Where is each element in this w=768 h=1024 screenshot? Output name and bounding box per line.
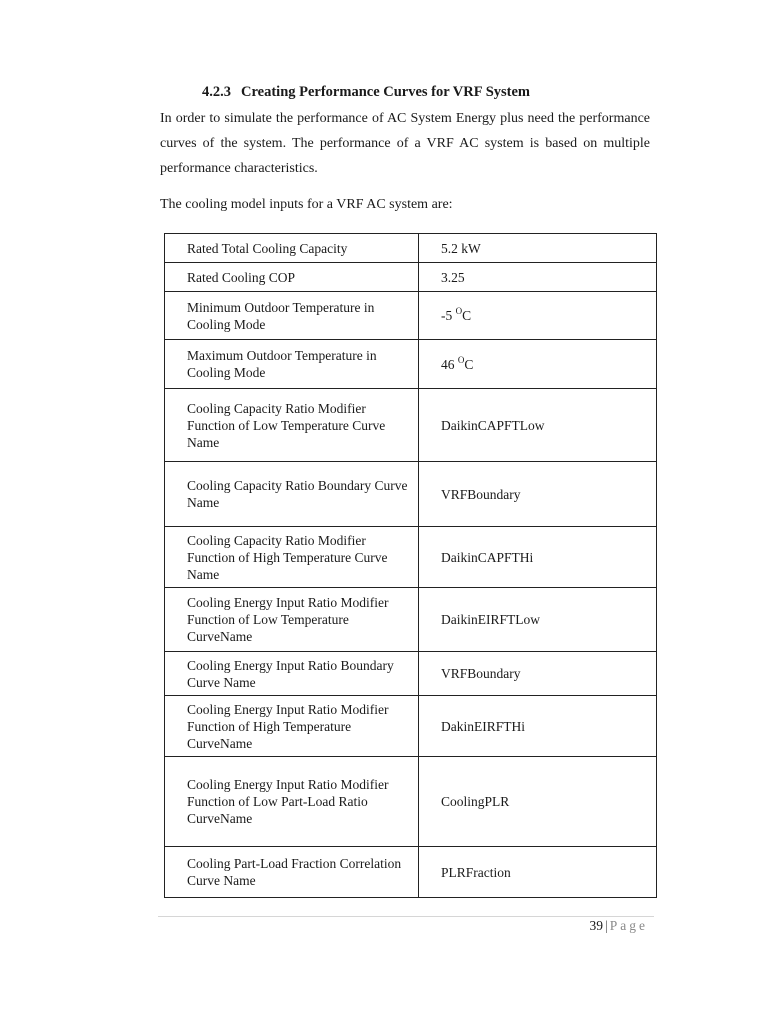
row-value: VRFBoundary [419,462,657,527]
page-label: Page [609,918,648,933]
row-label: Maximum Outdoor Temperature in Cooling Mode [165,340,419,389]
table-row [165,847,657,898]
row-value: PLRFraction [419,847,657,898]
table-row [165,340,657,389]
table-row [165,462,657,527]
row-label: Cooling Part-Load Fraction Correlation Curve Name [165,847,419,898]
row-value: DaikinCAPFTLow [419,389,657,462]
cooling-inputs-table [164,233,657,898]
section-title: Creating Performance Curves for VRF System [241,84,530,100]
degree-superscript: O [455,306,463,316]
row-label: Rated Total Cooling Capacity [165,234,419,263]
value-unit: C [464,356,474,372]
page-number: 39 [589,918,604,933]
row-value: DakinEIRFTHi [419,696,657,757]
table-row [165,263,657,292]
table-intro: The cooling model inputs for a VRF AC system are: [160,197,453,212]
footer-separator: | [605,918,608,933]
row-value: VRFBoundary [419,652,657,696]
value-unit: C [462,308,472,323]
table-row [165,389,657,462]
value-number: -5 [441,308,453,323]
table-row [165,292,657,340]
table-row [165,527,657,588]
table-row [165,696,657,757]
row-value [419,340,657,389]
row-label: Cooling Energy Input Ratio Modifier Function of Low Temperature CurveName [165,588,419,652]
intro-line: In order to simulate the performance of AC System Energy plus need the performance [160,111,650,126]
row-label: Cooling Energy Input Ratio Boundary Curve Name [165,652,419,696]
row-label: Cooling Capacity Ratio Modifier Function of High Temperature Curve Name [165,527,419,588]
footer-divider [158,916,654,917]
table-row [165,234,657,263]
row-value: 3.25 [419,263,657,292]
intro-paragraph [160,106,650,181]
row-label: Cooling Capacity Ratio Modifier Function of Low Temperature Curve Name [165,389,419,462]
intro-line: curves of the system. The performance of a VRF AC system is based on multiple [160,136,650,151]
degree-superscript: O [457,354,465,365]
section-number: 4.2.3 [202,84,231,100]
intro-line: performance characteristics. [160,161,318,176]
table-row [165,588,657,652]
row-label: Cooling Capacity Ratio Boundary Curve Name [165,462,419,527]
row-value: 5.2 kW [419,234,657,263]
row-value: DaikinCAPFTHi [419,527,657,588]
row-value: DaikinEIRFTLow [419,588,657,652]
table-row [165,757,657,847]
row-label: Minimum Outdoor Temperature in Cooling Mode [165,292,419,340]
value-number: 46 [441,356,455,372]
row-value [419,292,657,340]
row-label: Rated Cooling COP [165,263,419,292]
table-row [165,652,657,696]
row-label: Cooling Energy Input Ratio Modifier Function of High Temperature CurveName [165,696,419,757]
row-value: CoolingPLR [419,757,657,847]
section-heading [202,84,530,101]
page-footer [590,918,648,934]
row-label: Cooling Energy Input Ratio Modifier Function of Low Part-Load Ratio CurveName [165,757,419,847]
